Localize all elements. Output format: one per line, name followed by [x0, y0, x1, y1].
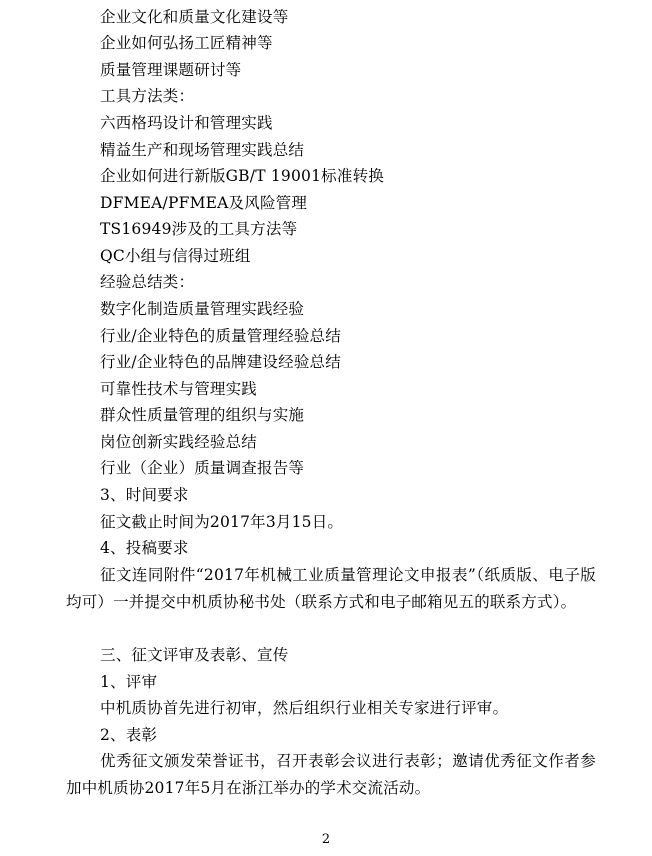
section-heading: 4、投稿要求 — [100, 539, 189, 557]
text-line: 可靠性技术与管理实践 — [100, 380, 258, 398]
text-line: 行业/企业特色的品牌建设经验总结 — [100, 353, 341, 371]
text-line: 中机质协首先进行初审，然后组织行业相关专家进行评审。 — [100, 699, 509, 717]
text-line: 质量管理课题研讨等 — [100, 61, 242, 79]
section-heading: 3、时间要求 — [100, 486, 189, 504]
text-line: DFMEA/PFMEA及风险管理 — [100, 194, 308, 212]
section-heading: 1、评审 — [100, 673, 158, 691]
text-line: 征文截止时间为2017年3月15日。 — [100, 513, 344, 531]
text-line: TS16949涉及的工具方法等 — [100, 220, 298, 238]
page-number: 2 — [321, 832, 331, 847]
chapter-heading: 三、征文评审及表彰、宣传 — [100, 646, 289, 664]
text-line: 企业如何进行新版GB/T 19001标准转换 — [100, 167, 384, 185]
text-line: 企业如何弘扬工匠精神等 — [100, 34, 273, 52]
submission-paragraph: 征文连同附件“2017年机械工业质量管理论文申报表”（纸质版、电子版均可）一并提交中机质协秘书处（联系方式和电子邮箱见五的联系方式）。 — [66, 566, 596, 611]
text-line: 企业文化和质量文化建设等 — [100, 8, 289, 26]
text-line: QC小组与信得过班组 — [100, 247, 251, 265]
text-line: 六西格玛设计和管理实践 — [100, 114, 273, 132]
award-paragraph: 优秀征文颁发荣誉证书，召开表彰会议进行表彰；邀请优秀征文作者参加中机质协2017年5月在浙江举办的学术交流活动。 — [66, 752, 596, 797]
text-line: 数字化制造质量管理实践经验 — [100, 300, 305, 318]
text-line: 经验总结类： — [100, 273, 195, 291]
text-line: 精益生产和现场管理实践总结 — [100, 141, 305, 159]
text-line: 群众性质量管理的组织与实施 — [100, 406, 305, 424]
text-line: 行业（企业）质量调查报告等 — [100, 459, 305, 477]
text-line: 工具方法类： — [100, 87, 195, 105]
section-heading: 2、表彰 — [100, 726, 158, 744]
text-line: 岗位创新实践经验总结 — [100, 433, 258, 451]
text-line: 行业/企业特色的质量管理经验总结 — [100, 327, 341, 345]
